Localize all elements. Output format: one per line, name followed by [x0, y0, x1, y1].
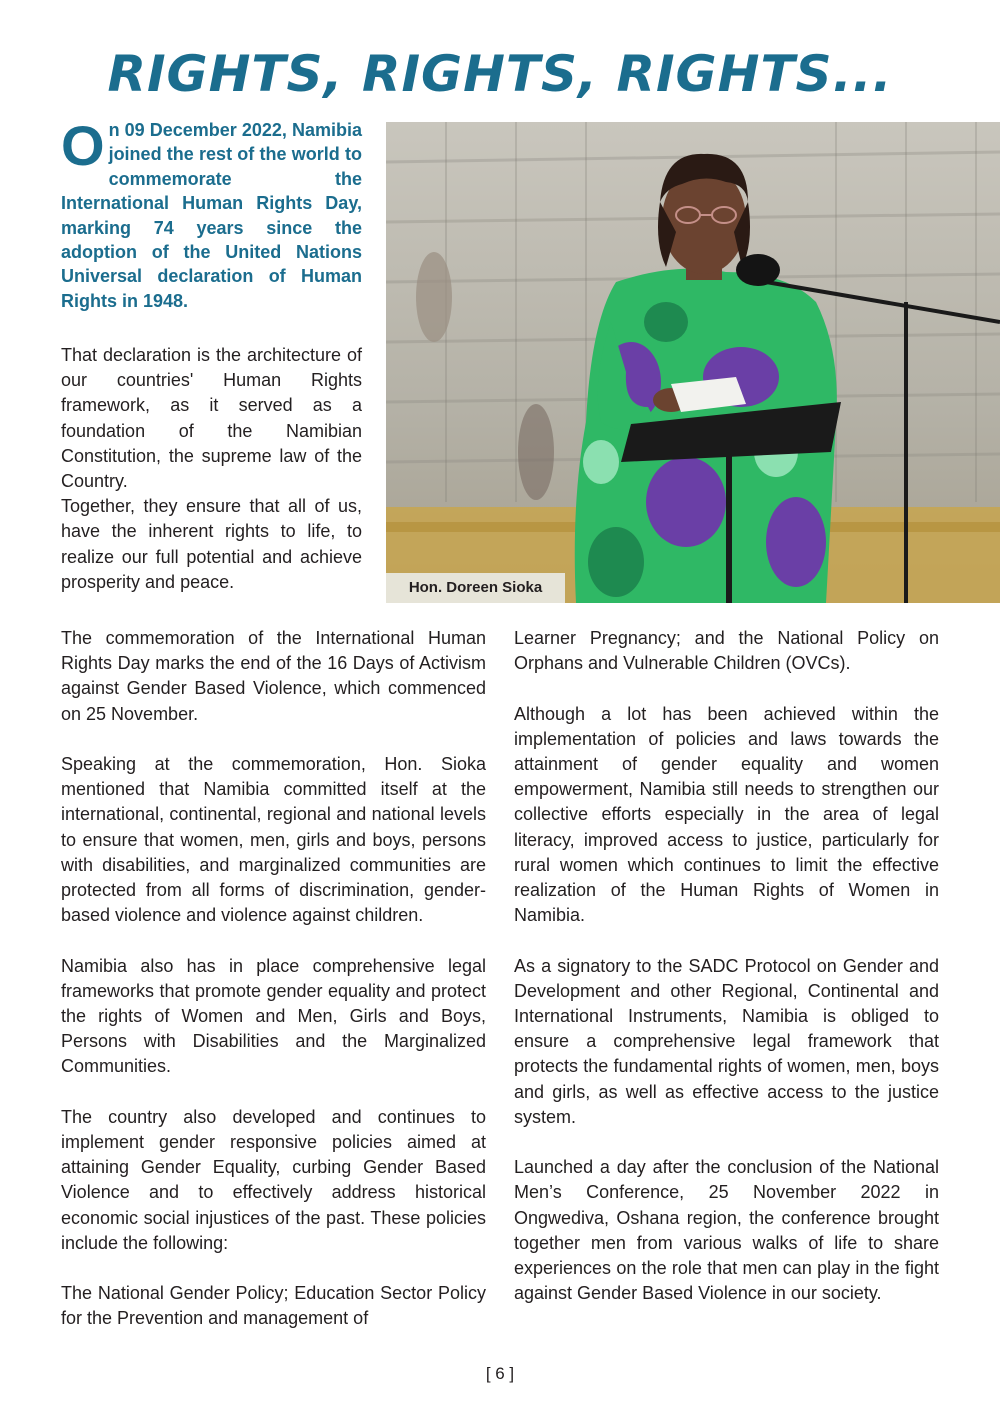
page-title: RIGHTS, RIGHTS, RIGHTS...: [107, 45, 893, 103]
right-column: [514, 626, 939, 1332]
lead-text: n 09 December 2022, Namibia joined the rest of the world to commemorate the International Human Rights Day, marking 74 years since the adoption of the United Nations Universal declaration of Human Rights in 1948.: [61, 120, 362, 311]
left-column: [61, 626, 486, 1357]
lead-paragraph: [61, 114, 362, 313]
body-paragraph: The National Gender Policy; Education Sector Policy for the Prevention and management of: [61, 1283, 486, 1329]
intro-text: [61, 343, 362, 595]
body-paragraph: Although a lot has been achieved within the implementation of policies and laws towards the attainment of gender equality and women empowerment, Namibia still needs to strengthen our collective efforts especially in the area of legal literacy, improved access to justice, particularly for rural women which continues to limit the effective realization of the Human Rights of Women in Namibia.: [514, 703, 939, 926]
speaker-photo-illustration: [386, 122, 1000, 603]
body-paragraph: As a signatory to the SADC Protocol on Gender and Development and other Regional, Continental and International Instruments, Namibia is obliged to ensure a comprehensive legal framework that protects the fundamental rights of women, men, boys and girls, as well as effective access to the justice system.: [514, 955, 939, 1127]
speaker-photo: [386, 122, 1000, 603]
page-number: [ 6 ]: [485, 1364, 515, 1383]
body-paragraph: Launched a day after the conclusion of the National Men’s Conference, 25 November 2022 in Ongwediva, Oshana region, the conference brought together men from various walks of life to share experiences on the role that men can play in the fight against Gender Based Violence in our society.: [514, 1157, 939, 1304]
body-paragraph: Namibia also has in place comprehensive legal frameworks that promote gender equality and protect the rights of Women and Men, Girls and Boys, Persons with Disabilities and the Marginalized Communities.: [61, 955, 486, 1077]
body-paragraph: Learner Pregnancy; and the National Policy on Orphans and Vulnerable Children (OVCs).: [514, 628, 939, 674]
body-paragraph: The country also developed and continues to implement gender responsive policies aimed at attaining Gender Equality, curbing Gender Based Violence and to effectively address historical economic social injustices of the past. These policies include the following:: [61, 1106, 486, 1253]
intro-paragraph: Together, they ensure that all of us, have the inherent rights to life, to realize our full potential and achieve prosperity and peace.: [61, 496, 362, 592]
body-paragraph: The commemoration of the International Human Rights Day marks the end of the 16 Days of Activism against Gender Based Violence, which commenced on 25 November.: [61, 628, 486, 724]
photo-caption: Hon. Doreen Sioka: [386, 573, 565, 603]
body-paragraph: Speaking at the commemoration, Hon. Sioka mentioned that Namibia committed itself at the international, continental, regional and national levels to ensure that women, men, girls and boys, persons with disabilities, and marginalized communities are protected from all forms of discrimination, gender-based violence and violence against children.: [61, 754, 486, 926]
intro-paragraph: That declaration is the architecture of our countries' Human Rights framework, as it served as a foundation of the Namibian Constitution, the supreme law of the Country.: [61, 345, 362, 492]
drop-cap: O: [61, 114, 105, 177]
